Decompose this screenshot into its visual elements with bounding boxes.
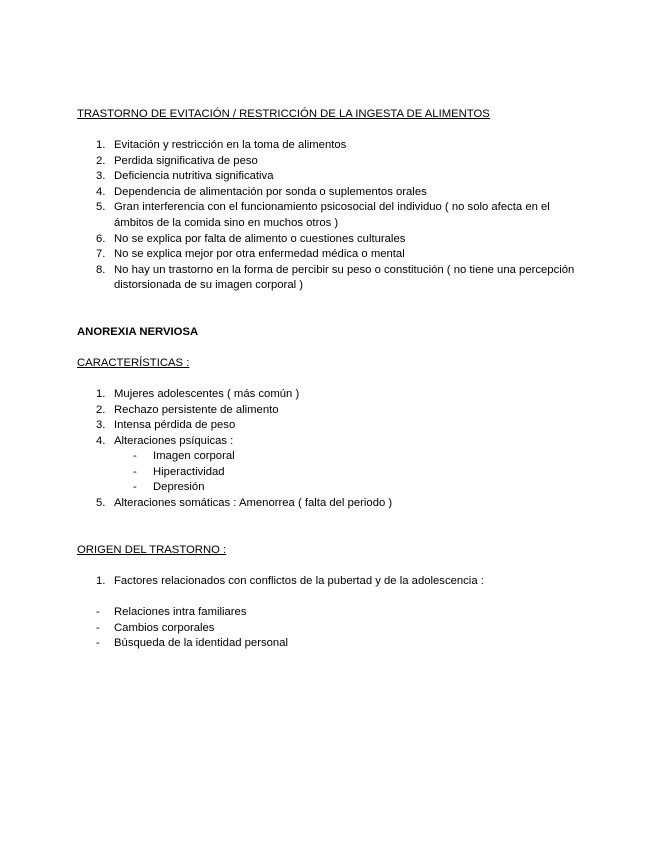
section1-list [77,138,577,294]
list-item: 2. Rechazo persistente de alimento [96,403,279,416]
list-item: 1. Evitación y restricción en la toma de alimentos [96,139,347,151]
list-item: 5. Gran interferencia con el funcionamiento psicosocial del individuo ( no solo afecta en el ámbitos de la comida sino en muchos otros ) [96,201,550,229]
list-item: 3. Intensa pérdida de peso [96,419,236,432]
list-item: - Búsqueda de la identidad personal [96,637,288,650]
section2-sublist [133,449,433,496]
list-item: 4. Dependencia de alimentación por sonda o suplementos orales [96,185,427,198]
list-item: - Relaciones intra familiares [96,606,247,618]
list-item: - Cambios corporales [96,621,215,634]
list-item: - Imagen corporal [133,450,235,462]
list-item: 5. Alteraciones somáticas : Amenorrea ( falta del periodo ) [96,497,393,509]
section2-list-cont [77,496,577,512]
section3-dash-list [77,605,577,652]
list-item: 2. Perdida significativa de peso [96,154,258,167]
list-item: - Depresión [133,481,205,494]
list-item: 3. Deficiencia nutritiva significativa [96,170,274,183]
section2-subtitle: CARACTERÍSTICAS : [77,357,190,369]
section2-title: ANOREXIA NERVIOSA [77,326,199,338]
section3-title: ORIGEN DEL TRASTORNO : [77,544,227,556]
list-item: 7. No se explica mejor por otra enfermedad médica o mental [96,248,405,261]
list-item: 8. No hay un trastorno en la forma de percibir su peso o constitución ( no tiene una percepción distorsionada de su imagen corporal ) [96,263,575,292]
section3-list [77,574,577,590]
section1-title: TRASTORNO DE EVITACIÓN / RESTRICCIÓN DE LA INGESTA DE ALIMENTOS [77,108,490,120]
list-item: - Hiperactividad [133,465,225,478]
section2-list [77,387,577,449]
list-item: 4. Alteraciones psíquicas : [96,434,234,447]
list-item: 6. No se explica por falta de alimento o cuestiones culturales [96,232,406,245]
list-item: 1. Factores relacionados con conflictos de la pubertad y de la adolescencia : [96,575,484,587]
list-item: 1. Mujeres adolescentes ( más común ) [96,388,300,400]
